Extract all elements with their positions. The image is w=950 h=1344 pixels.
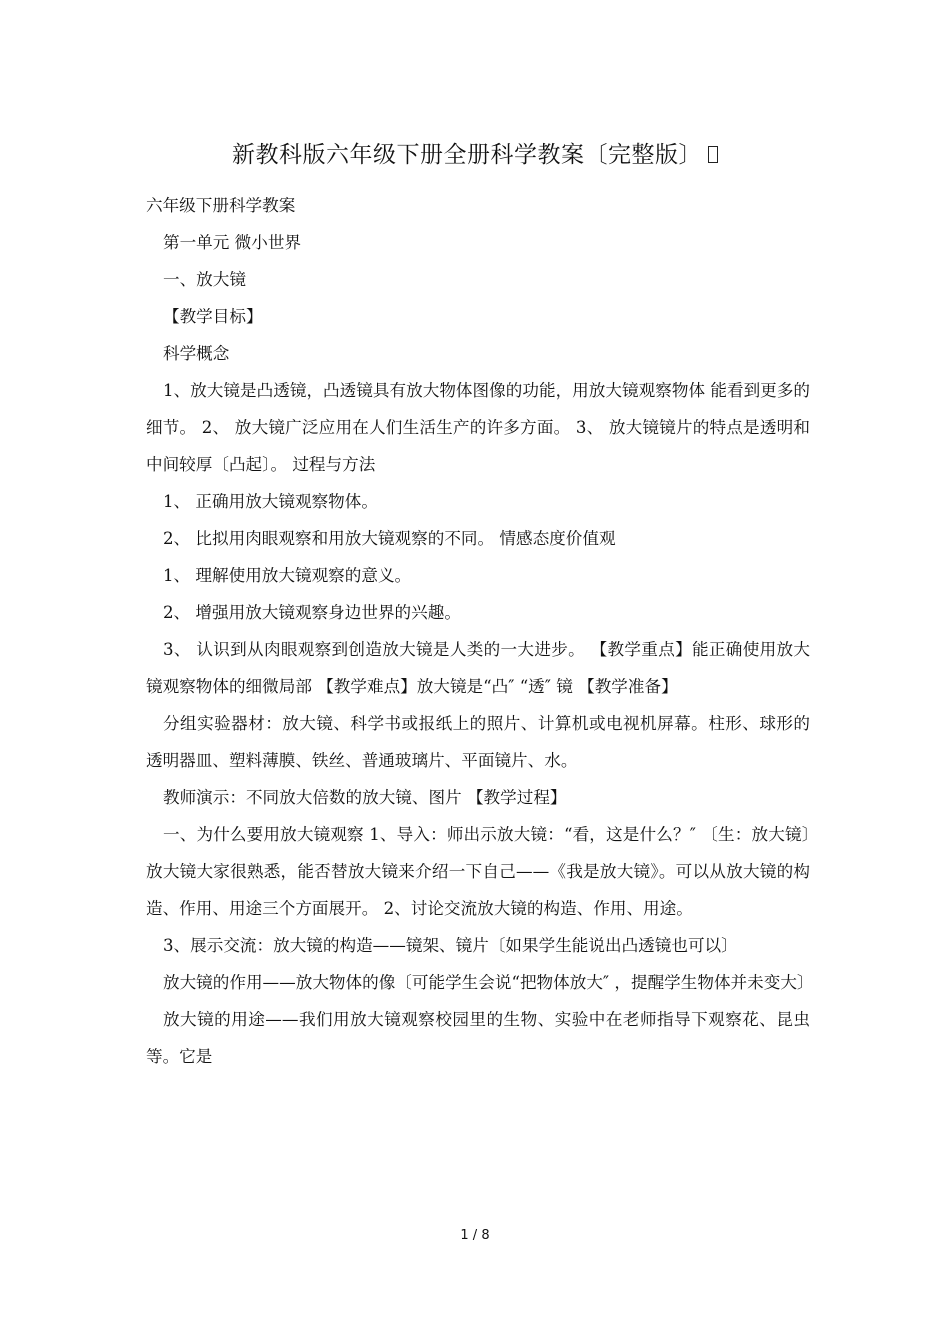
- paragraph: 1、 正确用放大镜观察物体。: [163, 492, 378, 511]
- missing-glyph-icon: [708, 146, 718, 163]
- paragraph: 第一单元 微小世界: [163, 233, 302, 252]
- paragraph: 放大镜的作用——放大物体的像〔可能学生会说“把物体放大″ ，提醒学生物体并未变大〕: [163, 973, 814, 992]
- paragraph: 科学概念: [163, 344, 230, 363]
- document-body: [146, 187, 814, 1075]
- paragraph: 【教学目标】: [163, 307, 263, 326]
- page-number: 1 / 8: [460, 1228, 490, 1243]
- document-title-text: 新教科版六年级下册全册科学教案〔完整版〕: [232, 142, 702, 168]
- paragraph: 放大镜的用途——我们用放大镜观察校园里的生物、实验中在老师指导下观察花、昆虫等。它是: [146, 1010, 810, 1066]
- paragraph: 一、放大镜: [163, 270, 246, 289]
- paragraph: 教师演示：不同放大倍数的放大镜、图片 【教学过程】: [163, 788, 567, 807]
- paragraph: 分组实验器材：放大镜、科学书或报纸上的照片、计算机或电视机屏幕。柱形、球形的透明器皿、塑料薄膜、铁丝、普通玻璃片、平面镜片、水。: [146, 714, 810, 770]
- paragraph: 2、 比拟用肉眼观察和用放大镜观察的不同。 情感态度价值观: [163, 529, 616, 548]
- paragraph: 一、为什么要用放大镜观察 1、导入：师出示放大镜：“看，这是什么？″ 〔生：放大镜〕放大镜大家很熟悉，能否替放大镜来介绍一下自己——《我是放大镜》。可以从放大镜的构造、作用、用途三个方面展开。 2、讨论交流放大镜的构造、作用、用途。: [146, 825, 810, 918]
- paragraph: 3、 认识到从肉眼观察到创造放大镜是人类的一大进步。 【教学重点】能正确使用放大镜观察物体的细微局部 【教学难点】放大镜是“凸″ “透″ 镜 【教学准备】: [146, 640, 810, 696]
- paragraph: 1、放大镜是凸透镜，凸透镜具有放大物体图像的功能，用放大镜观察物体 能看到更多的细节。 2、 放大镜广泛应用在人们生活生产的许多方面。 3、 放大镜镜片的特点是透明和中间较厚〔凸起〕。 过程与方法: [146, 381, 810, 474]
- paragraph: 2、 增强用放大镜观察身边世界的兴趣。: [163, 603, 461, 622]
- paragraph: 1、 理解使用放大镜观察的意义。: [163, 566, 412, 585]
- document-title: [0, 136, 950, 169]
- paragraph: 3、展示交流：放大镜的构造——镜架、镜片〔如果学生能说出凸透镜也可以〕: [163, 936, 738, 955]
- paragraph: 六年级下册科学教案: [146, 196, 296, 215]
